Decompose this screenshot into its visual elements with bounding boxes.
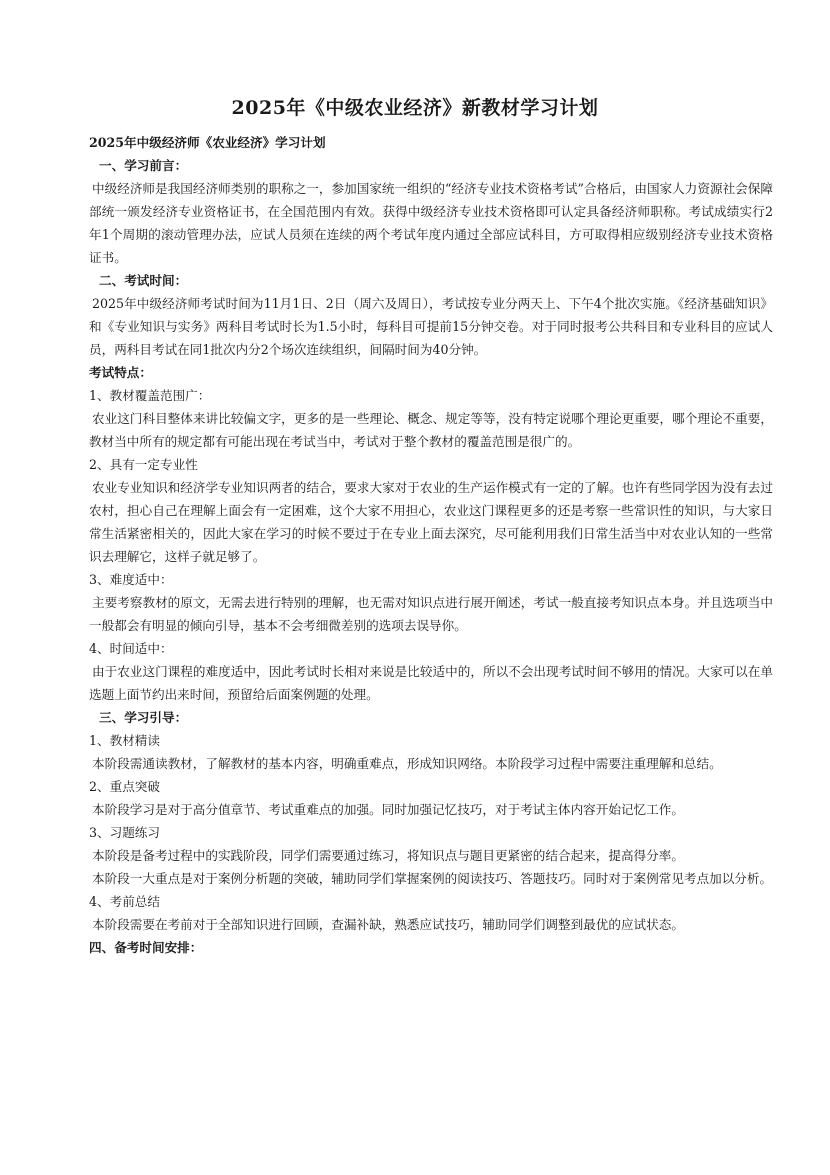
paragraph-feature-1 bbox=[89, 407, 773, 453]
paragraph-text: 主要考察教材的原文，无需去进行特别的理解，也无需对知识点进行展开阐述，考试一般直接考知识点本身。并且选项当中一般都会有明显的倾向引导，基本不会考细微差别的选项去误导你。 bbox=[89, 595, 773, 633]
guide-heading-4: 4、考前总结 bbox=[89, 894, 160, 909]
feature-heading-3: 3、难度适中： bbox=[89, 572, 173, 587]
paragraph-guide-4 bbox=[89, 913, 773, 936]
feature-heading-2: 2、具有一定专业性 bbox=[89, 457, 198, 472]
paragraph-feature-4 bbox=[89, 660, 773, 706]
paragraph-guide-3b bbox=[89, 867, 773, 890]
guide-heading-1: 1、教材精读 bbox=[89, 733, 160, 748]
section-heading-features: 考试特点： bbox=[89, 365, 152, 380]
section-heading-intro: 一、学习前言： bbox=[99, 158, 188, 173]
paragraph-exam-time bbox=[89, 292, 773, 361]
document-body bbox=[89, 131, 773, 959]
paragraph-text: 农业专业知识和经济学专业知识两者的结合，要求大家对于农业的生产运作模式有一定的了解。也许有些同学因为没有去过农村，担心自己在理解上面会有一定困难，这个大家不用担心，农业这门课程更多的还是考察一些常识性的知识，与大家日常生活紧密相关的，因此大家在学习的时候不要过于在专业上面去深究，尽可能利用我们日常生活当中对农业认知的一些常识去理解它，这样子就足够了。 bbox=[89, 480, 773, 564]
section-heading-guide: 三、学习引导： bbox=[99, 710, 188, 725]
paragraph-text: 本阶段一大重点是对于案例分析题的突破，辅助同学们掌握案例的阅读技巧、答题技巧。同时对于案例常见考点加以分析。 bbox=[92, 871, 773, 886]
feature-heading-4: 4、时间适中： bbox=[89, 641, 173, 656]
paragraph-text: 本阶段需要在考前对于全部知识进行回顾，查漏补缺，熟悉应试技巧，辅助同学们调整到最优的应试状态。 bbox=[92, 917, 684, 932]
paragraph-guide-1 bbox=[89, 752, 773, 775]
page-title: 2025年《中级农业经济》新教材学习计划 bbox=[231, 97, 599, 119]
paragraph-text: 农业这门科目整体来讲比较偏文字，更多的是一些理论、概念、规定等等，没有特定说哪个理论更重要，哪个理论不重要，教材当中所有的规定都有可能出现在考试当中，考试对于整个教材的覆盖范围是很广的。 bbox=[89, 411, 773, 449]
paragraph-text: 中级经济师是我国经济师类别的职称之一，参加国家统一组织的“经济专业技术资格考试”合格后，由国家人力资源社会保障部统一颁发经济专业资格证书，在全国范围内有效。获得中级经济专业技术资格即可认定具备经济师职称。考试成绩实行2年1个周期的滚动管理办法，应试人员须在连续的两个考试年度内通过全部应试科目，方可取得相应级别经济专业技术资格证书。 bbox=[89, 181, 773, 265]
document-subtitle: 2025年中级经济师《农业经济》学习计划 bbox=[89, 135, 326, 150]
feature-heading-1: 1、教材覆盖范围广： bbox=[89, 388, 211, 403]
guide-heading-3: 3、习题练习 bbox=[89, 825, 160, 840]
section-heading-exam-time: 二、考试时间： bbox=[99, 273, 188, 288]
paragraph-text: 由于农业这门课程的难度适中，因此考试时长相对来说是比较适中的，所以不会出现考试时间不够用的情况。大家可以在单选题上面节约出来时间，预留给后面案例题的处理。 bbox=[89, 664, 773, 702]
paragraph-feature-2 bbox=[89, 476, 773, 568]
paragraph-text: 本阶段学习是对于高分值章节、考试重难点的加强。同时加强记忆技巧，对于考试主体内容开始记忆工作。 bbox=[92, 802, 684, 817]
paragraph-feature-3 bbox=[89, 591, 773, 637]
paragraph-guide-2 bbox=[89, 798, 773, 821]
paragraph-text: 本阶段需通读教材，了解教材的基本内容，明确重难点，形成知识网络。本阶段学习过程中需要注重理解和总结。 bbox=[92, 756, 722, 771]
guide-heading-2: 2、重点突破 bbox=[89, 779, 160, 794]
paragraph-guide-3a bbox=[89, 844, 773, 867]
paragraph-text: 2025年中级经济师考试时间为11月1日、2日（周六及周日），考试按专业分两天上、下午4个批次实施。《经济基础知识》和《专业知识与实务》两科目考试时长为1.5小时，每科目可提前15分钟交卷。对于同时报考公共科目和专业科目的应试人员，两科目考试在同1批次内分2个场次连续组织，间隔时间为40分钟。 bbox=[89, 296, 773, 357]
section-heading-schedule: 四、备考时间安排： bbox=[89, 940, 203, 955]
paragraph-text: 本阶段是备考过程中的实践阶段，同学们需要通过练习，将知识点与题目更紧密的结合起来，提高得分率。 bbox=[92, 848, 684, 863]
paragraph-intro bbox=[89, 177, 773, 269]
